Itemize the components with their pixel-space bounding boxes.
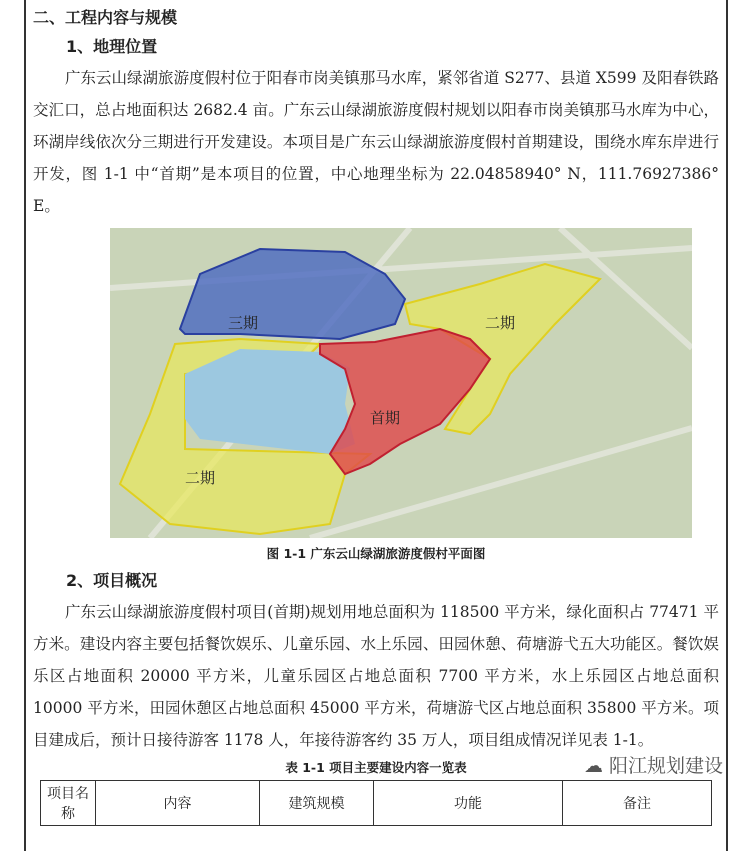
overview-paragraph: 广东云山绿湖旅游度假村项目(首期)规划用地总面积为 118500 平方米，绿化面积占 77471 平方米。建设内容主要包括餐饮娱乐、儿童乐园、水上乐园、田园休憩、荷塘游弋五大功能区。餐饮娱乐区占地面积 20000 平方米，儿童乐园区占地总面积 7700 平方米，水上乐园区占地总面积 10000 平方米，田园休憩区占地总面积 45000 平方米，荷塘游弋区占地总面积 35800 平方米。项目建成后，预计日接待游客 1178 人，年接待游客约 35 万人，项目组成情况详见表 1-1。 xyxy=(33,603,719,749)
page-border-right xyxy=(726,0,728,851)
header-remarks: 备注 xyxy=(563,781,712,826)
document-body xyxy=(33,4,723,826)
lake xyxy=(185,349,355,454)
page-border-left xyxy=(24,0,26,851)
header-building-scale: 建筑规模 xyxy=(260,781,374,826)
label-phase3: 三期 xyxy=(228,314,259,332)
table-header-row xyxy=(41,781,712,826)
table-title: 表 1-1 项目主要建设内容一览表 xyxy=(285,760,467,775)
label-phase2-east: 二期 xyxy=(485,314,516,332)
header-content: 内容 xyxy=(96,781,260,826)
location-paragraph: 广东云山绿湖旅游度假村位于阳春市岗美镇那马水库，紧邻省道 S277、县道 X599 及阳春铁路交汇口，总占地面积达 2682.4 亩。广东云山绿湖旅游度假村规划以阳春市岗美镇那马水库为中心，环湖岸线依次分三期进行开发建设。本项目是广东云山绿湖旅游度假村首期建设，围绕水库东岸进行开发，图 1-1 中“首期”是本项目的位置，中心地理坐标为 22.04858940° N，111.76927386° E。 xyxy=(33,69,719,215)
figure-caption: 图 1-1 广东云山绿湖旅游度假村平面图 xyxy=(266,546,486,561)
construction-content-table xyxy=(40,780,712,826)
watermark xyxy=(584,754,723,778)
table-title-row xyxy=(33,755,723,780)
watermark-text: 阳江规划建设 xyxy=(608,755,723,777)
subsection-title-overview: 2、项目概况 xyxy=(66,571,158,590)
subsection-title-location: 1、地理位置 xyxy=(66,37,158,56)
section-title: 二、工程内容与规模 xyxy=(33,8,178,27)
label-phase2-west: 二期 xyxy=(185,469,216,487)
label-phase1: 首期 xyxy=(370,409,401,427)
wechat-icon: ☁ xyxy=(583,755,609,777)
site-plan-map xyxy=(110,228,692,538)
header-function: 功能 xyxy=(374,781,563,826)
header-project-name: 项目名称 xyxy=(41,781,96,826)
